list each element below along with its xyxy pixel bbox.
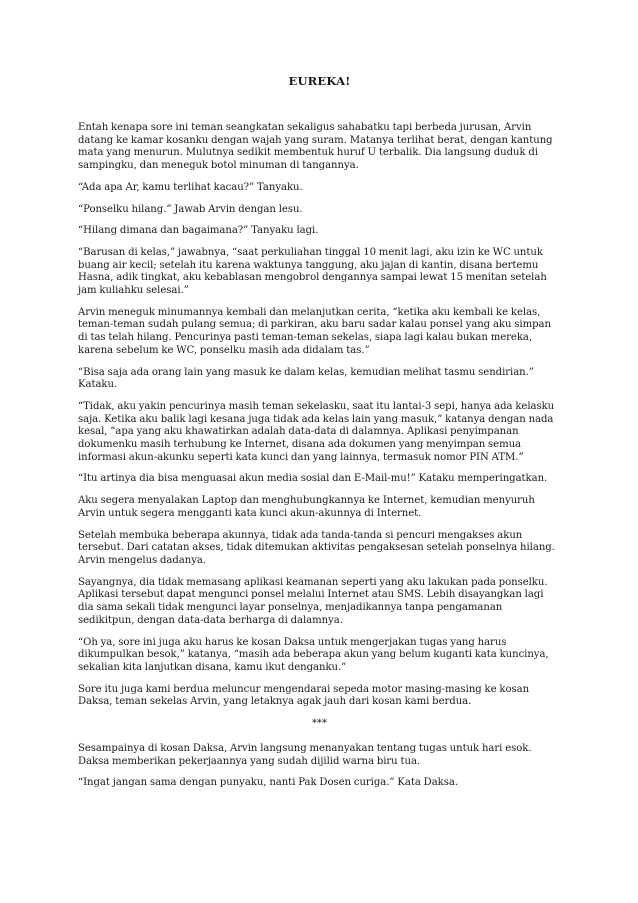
paragraph: Aku segera menyalakan Laptop dan menghubungkannya ke Internet, kemudian menyuruh Arvin untuk segera mengganti kata kunci akun-akunnya di Internet. <box>78 495 535 519</box>
paragraph: “Tidak, aku yakin pencurinya masih teman sekelasku, saat itu lantai-3 sepi, hanya ada kelasku saja. Ketika aku balik lagi kesana juga tidak ada kelas lain yang masuk,” katanya dengan nada kesal, “apa yang aku khawatirkan adalah data-data di dalamnya. Aplikasi penyimpanan dokumenku masih terhubung ke Internet, disana ada dokumen yang menyimpan semua informasi akun-akunku seperti kata kunci dan yang lainnya, termasuk nomor PIN ATM.” <box>78 400 555 463</box>
paragraph: “Oh ya, sore ini juga aku harus ke kosan Daksa untuk mengerjakan tugas yang harus dikumpulkan besok,” katanya, “masih ada beberapa akun yang belum kuganti kata kuncinya, sekalian kita lanjutkan disana, kamu ikut denganku.” <box>78 636 549 673</box>
paragraph: “Ada apa Ar, kamu terlihat kacau?” Tanyaku. <box>78 181 303 193</box>
paragraph: “Bisa saja ada orang lain yang masuk ke dalam kelas, kemudian melihat tasmu sendirian.” Kataku. <box>78 366 534 391</box>
paragraph: “Ingat jangan sama dengan punyaku, nanti Pak Dosen curiga.” Kata Daksa. <box>78 777 458 789</box>
paragraph: Sore itu juga kami berdua meluncur mengendarai sepeda motor masing-masing ke kosan Daksa, teman sekelas Arvin, yang letaknya agak jauh dari kosan kami berdua. <box>78 683 530 708</box>
paragraph: Entah kenapa sore ini teman seangkatan sekaligus sahabatku tapi berbeda jurusan, Arvin datang ke kamar kosanku dengan wajah yang suram. Matanya terlihat berat, dengan kantung mata yang menurun. Mulutnya sedikit membentuk huruf U terbalik. Dia langsung duduk di sampingku, dan meneguk botol minuman di tangannya. <box>78 122 553 172</box>
paragraph: Arvin meneguk minumannya kembali dan melanjutkan cerita, “ketika aku kembali ke kelas, teman-teman sudah pulang semua; di parkiran, aku baru sadar kalau ponsel yang aku simpan di tas telah hilang. Pencurinya pasti teman-teman sekelas, siapa lagi kalau bukan mereka, karena sebelum ke WC, ponselku masih ada didalam tas.” <box>78 306 551 356</box>
paragraph: Setelah membuka beberapa akunnya, tidak ada tanda-tanda si pencuri mengakses akun tersebut. Dari catatan akses, tidak ditemukan aktivitas pengaksesan setelah ponselnya hilang. Arvin mengelus dadanya. <box>78 529 555 566</box>
paragraph: Sayangnya, dia tidak memasang aplikasi keamanan seperti yang aku lakukan pada ponselku. Aplikasi tersebut dapat mengunci ponsel melalui Internet atau SMS. Lebih disayangkan lagi dia sama sekali tidak mengunci layar ponselnya, menjadikannya tanpa pengamanan sedikitpun, dengan data-data berharga di dalamnya. <box>78 576 548 626</box>
paragraph: “Itu artinya dia bisa menguasai akun media sosial dan E-Mail-mu!” Kataku memperingatkan. <box>78 473 548 485</box>
paragraph: “Barusan di kelas,” jawabnya, “saat perkuliahan tinggal 10 menit lagi, aku izin ke WC untuk buang air kecil; setelah itu karena waktunya tanggung, aku jajan di kantin, disana bertemu Hasna, adik tingkat, aku kebablasan mengobrol dengannya sampai lewat 15 menitan setelah jam kuliahku selesai.” <box>78 246 547 297</box>
paragraph: Sesampainya di kosan Daksa, Arvin langsung menanyakan tentang tugas untuk hari esok. Daksa memberikan pekerjaannya yang sudah dijilid warna biru tua. <box>78 743 532 767</box>
paragraph: “Ponselku hilang.” Jawab Arvin dengan lesu. <box>78 203 303 215</box>
section-separator: *** <box>312 718 327 730</box>
paragraph: “Hilang dimana dan bagaimana?” Tanyaku lagi. <box>78 225 319 237</box>
document-title: EUREKA! <box>288 74 351 88</box>
